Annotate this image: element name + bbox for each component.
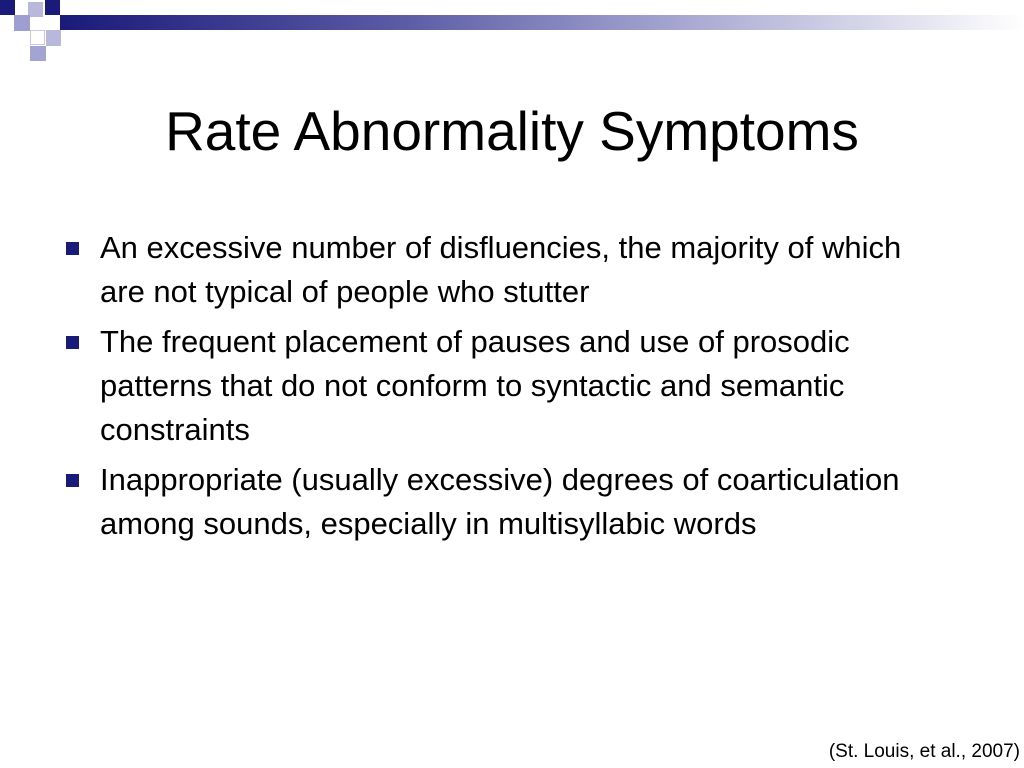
decor-square [30, 30, 45, 45]
decor-square [46, 30, 61, 46]
bullet-text: An excessive number of disfluencies, the majority of which are not typical of people who stutter [100, 230, 902, 309]
bullet-item [66, 458, 946, 546]
bullet-item [66, 226, 946, 314]
citation: (St. Louis, et al., 2007) [828, 741, 1020, 762]
slide-title: Rate Abnormality Symptoms [165, 100, 859, 162]
decor-square [28, 2, 43, 17]
top-gradient-bar [60, 15, 1024, 30]
decor-square [0, 0, 15, 15]
decor-square [30, 46, 46, 61]
square-bullet-icon [66, 242, 79, 255]
decor-square [45, 0, 60, 15]
square-bullet-icon [66, 474, 79, 487]
bullet-text: Inappropriate (usually excessive) degrees of coarticulation among sounds, especially in multisyllabic words [100, 462, 900, 541]
decor-square [14, 15, 30, 31]
bullet-list [66, 226, 946, 552]
decor-square [46, 15, 61, 30]
bullet-text: The frequent placement of pauses and use of prosodic patterns that do not conform to syntactic and semantic constraints [100, 324, 850, 447]
square-bullet-icon [66, 336, 79, 349]
bullet-item [66, 320, 946, 452]
decor-square [0, 30, 14, 45]
